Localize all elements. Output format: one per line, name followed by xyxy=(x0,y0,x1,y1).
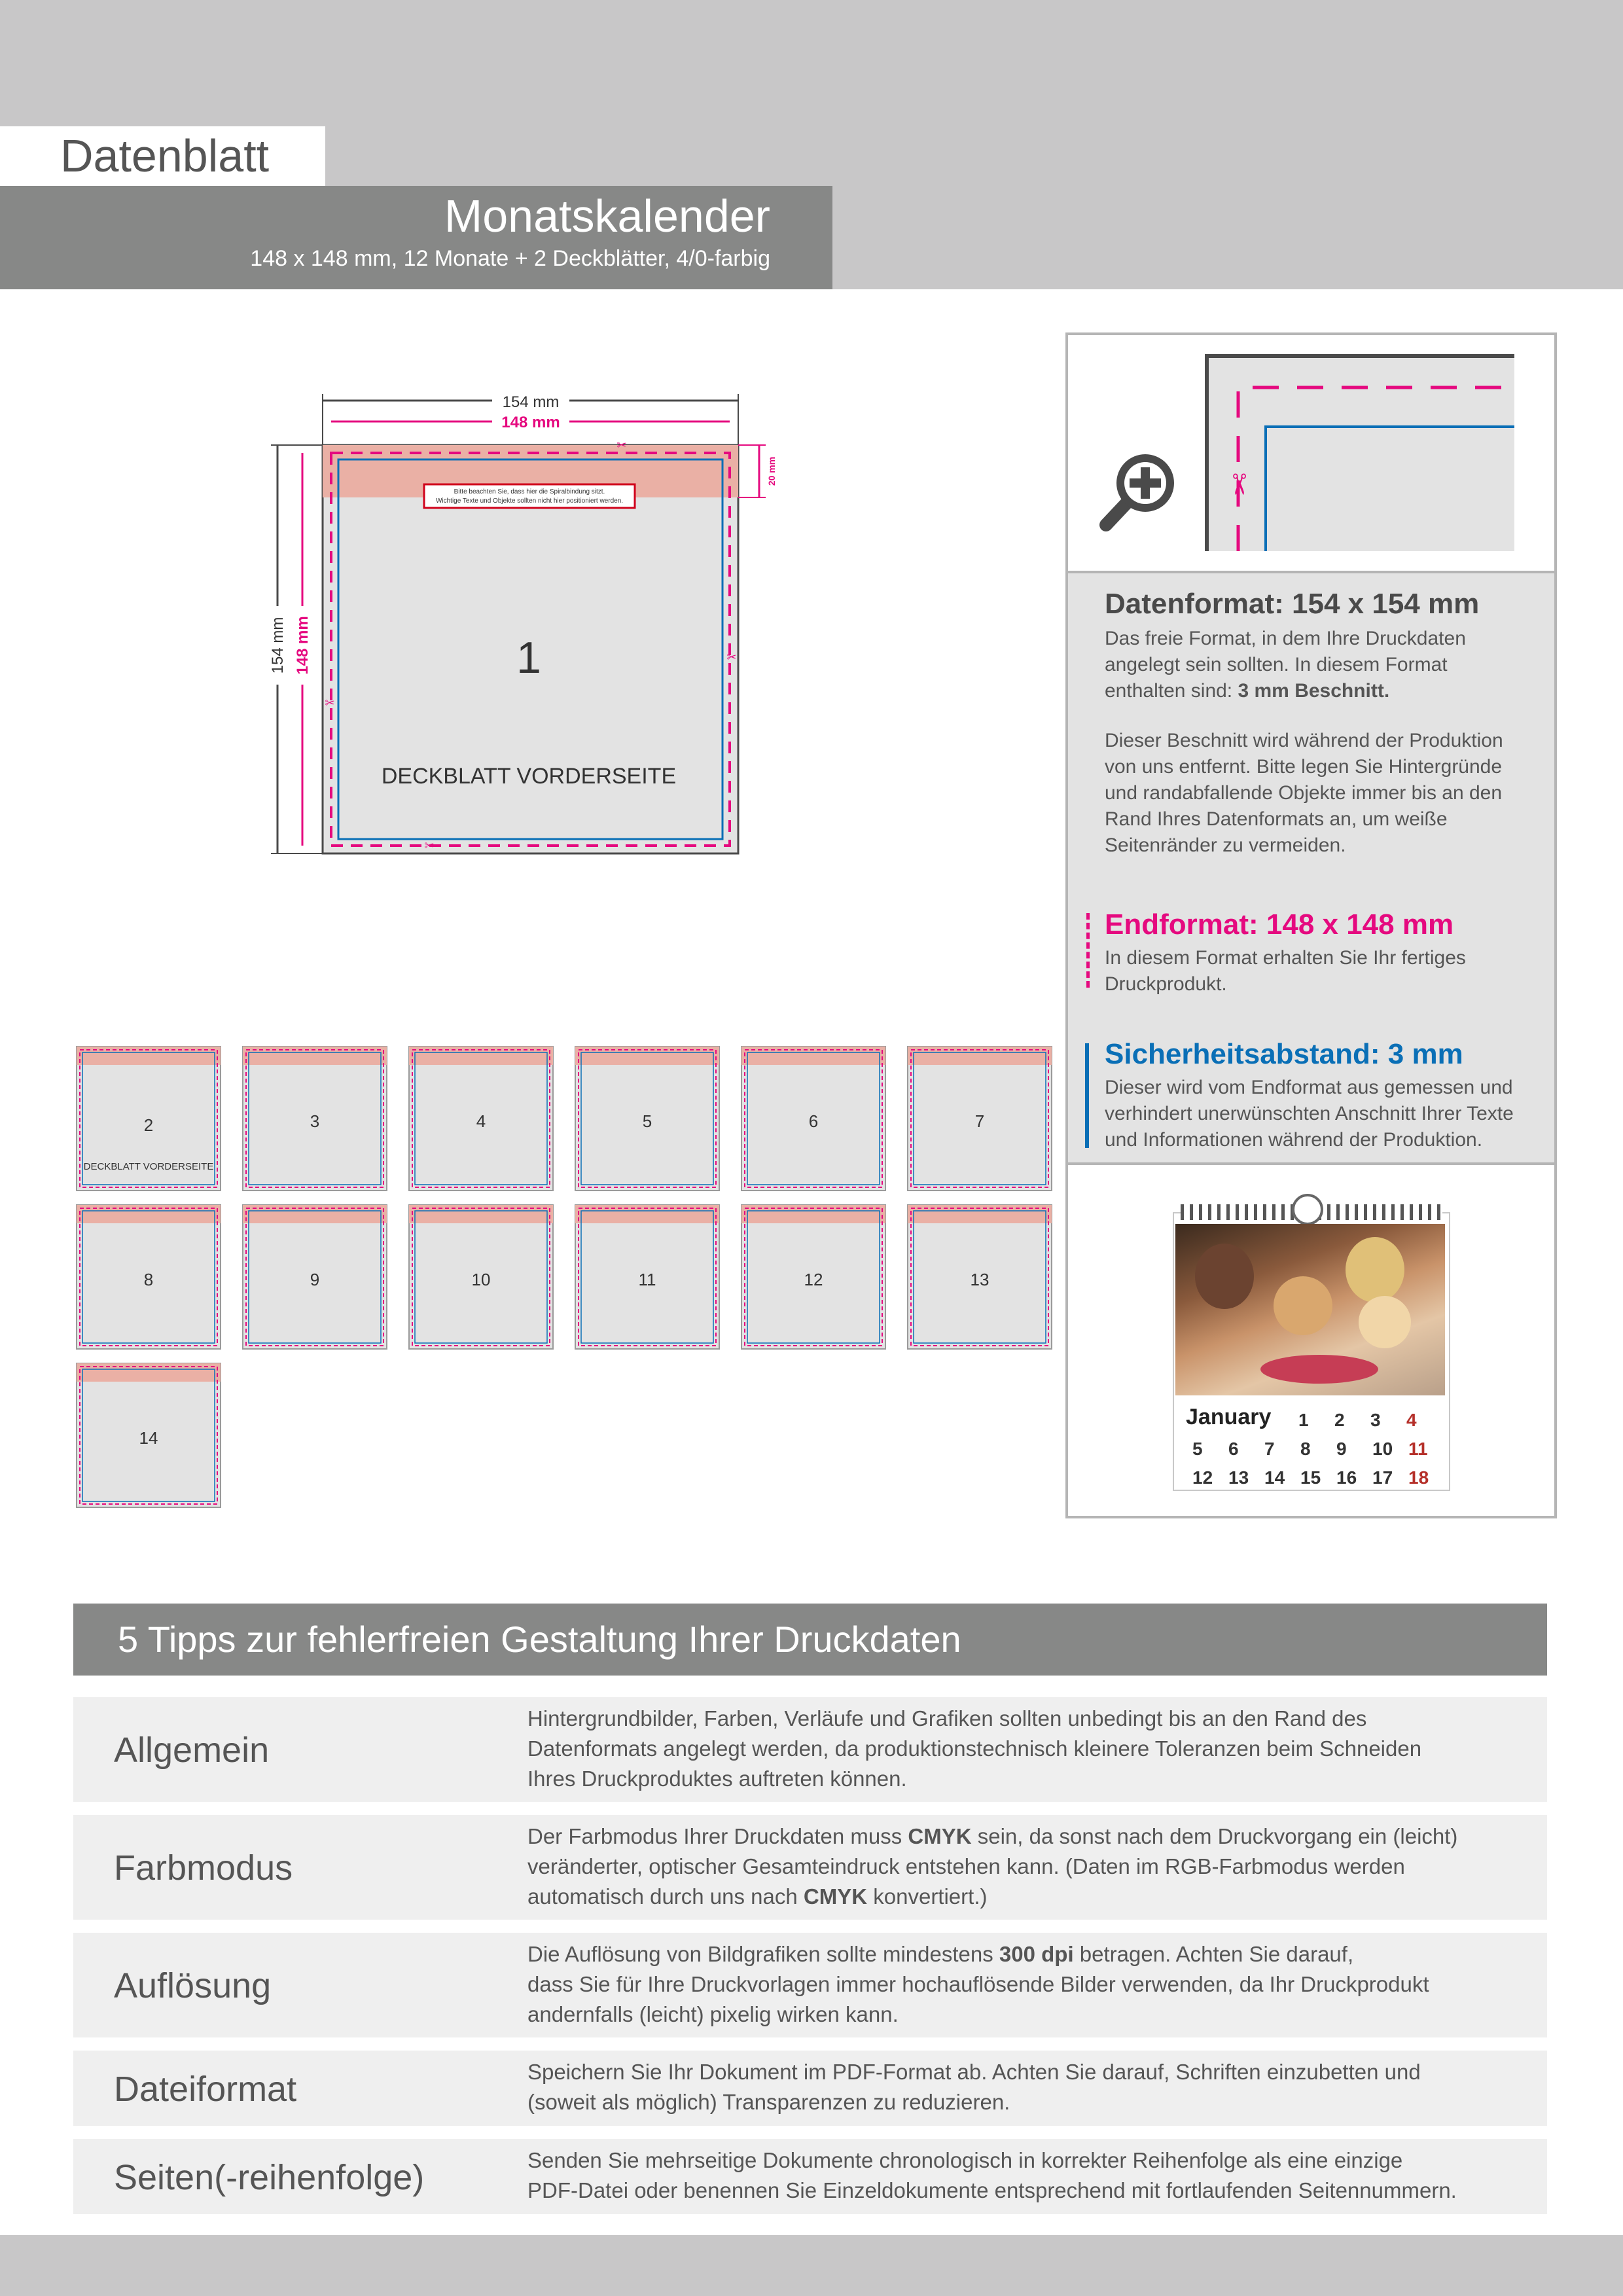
calendar-day: 7 xyxy=(1264,1439,1275,1459)
beschnitt-text xyxy=(1105,728,1503,859)
page-subtitle: 148 x 148 mm, 12 Monate + 2 Deckblätter, 4/0-farbig xyxy=(250,246,770,271)
datenformat-text-plain: enthalten sind: xyxy=(1105,680,1238,702)
calendar-month: January xyxy=(1186,1405,1272,1429)
tip-line xyxy=(527,1882,1535,1912)
endformat-line: In diesem Format erhalten Sie Ihr fertiges xyxy=(1105,947,1466,969)
zoom-page-area xyxy=(1207,356,1514,551)
tip-text xyxy=(527,1939,1535,2030)
datenformat-text xyxy=(1105,626,1466,704)
page-thumbnail xyxy=(907,1046,1052,1191)
page-thumbnail xyxy=(76,1363,221,1508)
sicherheit-line: Dieser wird vom Endformat aus gemessen und xyxy=(1105,1077,1513,1098)
tip-text-bold: CMYK xyxy=(803,1884,868,1909)
beschnitt-line: Dieser Beschnitt wird während der Produktion xyxy=(1105,730,1503,751)
thumbnail-page-number: 7 xyxy=(974,1111,985,1131)
page-thumbnail xyxy=(76,1204,221,1350)
binding-notice-line1: Bitte beachten Sie, dass hier die Spiralbindung sitzt. xyxy=(454,488,605,495)
calendar-day: 5 xyxy=(1192,1439,1203,1459)
tip-text-plain: konvertiert.) xyxy=(867,1884,988,1909)
tip-text-plain: sein, da sonst nach dem Druckvorgang ein (leicht) xyxy=(971,1824,1458,1848)
thumbnail-page-number: 8 xyxy=(143,1270,154,1289)
page-title: Monatskalender xyxy=(444,190,770,242)
calendar-day: 10 xyxy=(1372,1439,1393,1459)
scissors-icon: ✂ xyxy=(325,696,335,709)
thumbnail-page-label: DECKBLATT VORDERSEITE xyxy=(83,1161,214,1172)
calendar-day: 4 xyxy=(1406,1410,1417,1430)
width-label: 154 mm xyxy=(502,393,560,411)
magnifier-plus-icon xyxy=(1106,454,1174,525)
tip-row-farbmodus xyxy=(73,1815,1547,1920)
scissors-icon: ✂ xyxy=(424,839,435,852)
footer-band xyxy=(0,2235,1623,2296)
tip-text xyxy=(527,1821,1535,1912)
calendar-day: 8 xyxy=(1300,1439,1311,1459)
endformat-width-label: 148 mm xyxy=(501,414,560,431)
calendar-day: 15 xyxy=(1300,1467,1321,1488)
calendar-day: 3 xyxy=(1370,1410,1381,1430)
page-thumbnail xyxy=(408,1046,554,1191)
beschnitt-line: von uns entfernt. Bitte legen Sie Hintergründe xyxy=(1105,756,1503,778)
tip-line xyxy=(527,1821,1535,1852)
datenformat-text-bold: 3 mm Beschnitt. xyxy=(1238,680,1390,702)
page-thumbnail xyxy=(408,1204,554,1350)
height-label: 154 mm xyxy=(269,617,287,674)
tips-heading: 5 Tipps zur fehlerfreien Gestaltung Ihrer Druckdaten xyxy=(118,1619,961,1660)
thumbnail-page-number: 12 xyxy=(804,1270,823,1289)
page-thumbnail xyxy=(242,1046,387,1191)
page-thumbnail xyxy=(242,1204,387,1350)
calendar-day: 18 xyxy=(1408,1467,1429,1488)
thumbnail-page-number: 4 xyxy=(476,1111,486,1131)
binding-notice-line2: Wichtige Texte und Objekte sollten nicht hier positioniert werden. xyxy=(435,497,624,505)
thumbnail-page-number: 2 xyxy=(143,1115,154,1135)
tip-row-aufloesung xyxy=(73,1933,1547,2037)
tip-label: Allgemein xyxy=(114,1731,270,1770)
tip-label: Farbmodus xyxy=(114,1848,293,1888)
tip-text-plain: betragen. Achten Sie darauf, xyxy=(1073,1942,1354,1966)
datenformat-line: angelegt sein sollten. In diesem Format xyxy=(1105,654,1448,675)
endformat-text xyxy=(1105,945,1466,997)
sicherheit-line: und Informationen während der Produktion. xyxy=(1105,1129,1483,1151)
tip-line: veränderter, optischer Gesamteindruck entstehen kann. (Daten im RGB-Farbmodus werden xyxy=(527,1854,1405,1878)
tip-text-bold: 300 dpi xyxy=(999,1942,1074,1966)
tip-line: PDF-Datei oder benennen Sie Einzeldokumente entsprechend mit fortlaufenden Seitennummern. xyxy=(527,2178,1457,2202)
calendar-day: 16 xyxy=(1336,1467,1357,1488)
calendar-day: 2 xyxy=(1334,1410,1345,1430)
tip-line: (soweit als möglich) Transparenzen zu reduzieren. xyxy=(527,2090,1010,2114)
thumbnail-page-number: 14 xyxy=(139,1428,158,1448)
endformat-title: Endformat: 148 x 148 mm xyxy=(1105,908,1454,941)
format-legend-panel xyxy=(1065,332,1557,1518)
endformat-line: Druckprodukt. xyxy=(1105,973,1227,995)
zoom-corner-illustration xyxy=(1068,335,1554,571)
calendar-product-image xyxy=(1173,1212,1450,1491)
beschnitt-line: und randabfallende Objekte immer bis an den xyxy=(1105,782,1503,804)
tip-line: Ihres Druckproduktes auftreten können. xyxy=(527,1767,907,1791)
calendar-day: 9 xyxy=(1336,1439,1347,1459)
calendar-day: 12 xyxy=(1192,1467,1213,1488)
tip-text-plain: Die Auflösung von Bildgrafiken sollte mindestens xyxy=(527,1942,999,1966)
calendar-day: 17 xyxy=(1372,1467,1393,1488)
document-type-label: Datenblatt xyxy=(60,130,270,181)
beschnitt-line: Rand Ihres Datenformats an, um weiße xyxy=(1105,808,1448,830)
tip-row-dateiformat xyxy=(73,2051,1547,2126)
page-thumbnail xyxy=(575,1046,720,1191)
tip-text xyxy=(527,1704,1535,1794)
calendar-days xyxy=(1174,1213,1449,1490)
sicherheit-title: Sicherheitsabstand: 3 mm xyxy=(1105,1038,1463,1070)
sicherheit-line: verhindert unerwünschten Anschnitt Ihrer Texte xyxy=(1105,1103,1514,1124)
page-thumbnail xyxy=(575,1204,720,1350)
binding-label: 20 mm xyxy=(766,456,777,486)
format-diagram xyxy=(249,380,812,877)
thumbnail-page-number: 13 xyxy=(970,1270,990,1289)
page-thumbnail xyxy=(741,1204,886,1350)
tip-text-bold: CMYK xyxy=(908,1824,972,1848)
tip-line: Hintergrundbilder, Farben, Verläufe und Grafiken sollten unbedingt bis an den Rand des xyxy=(527,1706,1367,1731)
calendar-day: 14 xyxy=(1264,1467,1285,1488)
page-label: DECKBLATT VORDERSEITE xyxy=(381,764,677,789)
scissors-icon: ✂ xyxy=(616,439,627,452)
tip-line: andernfalls (leicht) pixelig wirken kann. xyxy=(527,2002,899,2026)
beschnitt-line: Seitenränder zu vermeiden. xyxy=(1105,834,1346,856)
calendar-day: 11 xyxy=(1408,1439,1428,1459)
page-thumbnail xyxy=(741,1046,886,1191)
thumbnail-page-number: 11 xyxy=(638,1270,656,1289)
page-thumbnail xyxy=(76,1046,221,1191)
endformat-height-label: 148 mm xyxy=(294,616,312,675)
page-number: 1 xyxy=(516,633,541,683)
datenformat-line: Das freie Format, in dem Ihre Druckdaten xyxy=(1105,628,1466,649)
page-thumbnail xyxy=(907,1204,1052,1350)
thumbnail-page-number: 5 xyxy=(642,1111,652,1131)
thumbnail-page-number: 10 xyxy=(471,1270,491,1289)
format-explanations xyxy=(1068,573,1554,1165)
scissors-icon: ✂ xyxy=(1222,472,1255,497)
tip-line: dass Sie für Ihre Druckvorlagen immer hochauflösende Bilder verwenden, da Ihr Druckprodukt xyxy=(527,1972,1429,1996)
thumbnail-page-number: 3 xyxy=(310,1111,320,1131)
tip-line xyxy=(527,1939,1535,1969)
tip-text-plain: Der Farbmodus Ihrer Druckdaten muss xyxy=(527,1824,908,1848)
calendar-day: 13 xyxy=(1228,1467,1249,1488)
thumbnail-page-number: 6 xyxy=(808,1111,819,1131)
tip-row-allgemein xyxy=(73,1697,1547,1802)
tip-text xyxy=(527,2145,1535,2206)
safety-marker xyxy=(1085,1043,1089,1148)
tip-label: Auflösung xyxy=(114,1966,272,2005)
calendar-day: 1 xyxy=(1298,1410,1309,1430)
sicherheit-text xyxy=(1105,1075,1514,1153)
thumbnail-page-number: 9 xyxy=(310,1270,320,1289)
tip-line: Speichern Sie Ihr Dokument im PDF-Format ab. Achten Sie darauf, Schriften einzubetten und xyxy=(527,2060,1421,2084)
tip-line: Datenformats angelegt werden, da produktionstechnisch kleinere Toleranzen beim Schneiden xyxy=(527,1736,1422,1761)
endformat-marker xyxy=(1086,913,1090,988)
calendar-day: 6 xyxy=(1228,1439,1239,1459)
tip-row-seiten xyxy=(73,2139,1547,2214)
scissors-icon: ✂ xyxy=(726,651,737,664)
tip-text xyxy=(527,2057,1535,2117)
datenformat-title: Datenformat: 154 x 154 mm xyxy=(1105,588,1480,620)
tip-line: Senden Sie mehrseitige Dokumente chronologisch in korrekter Reihenfolge als eine einzige xyxy=(527,2148,1403,2172)
tip-text-plain: automatisch durch uns nach xyxy=(527,1884,804,1909)
tip-label: Dateiformat xyxy=(114,2070,297,2109)
datenformat-line xyxy=(1105,678,1466,704)
tip-label: Seiten(-reihenfolge) xyxy=(114,2158,425,2197)
zoom-detail xyxy=(1068,335,1554,573)
